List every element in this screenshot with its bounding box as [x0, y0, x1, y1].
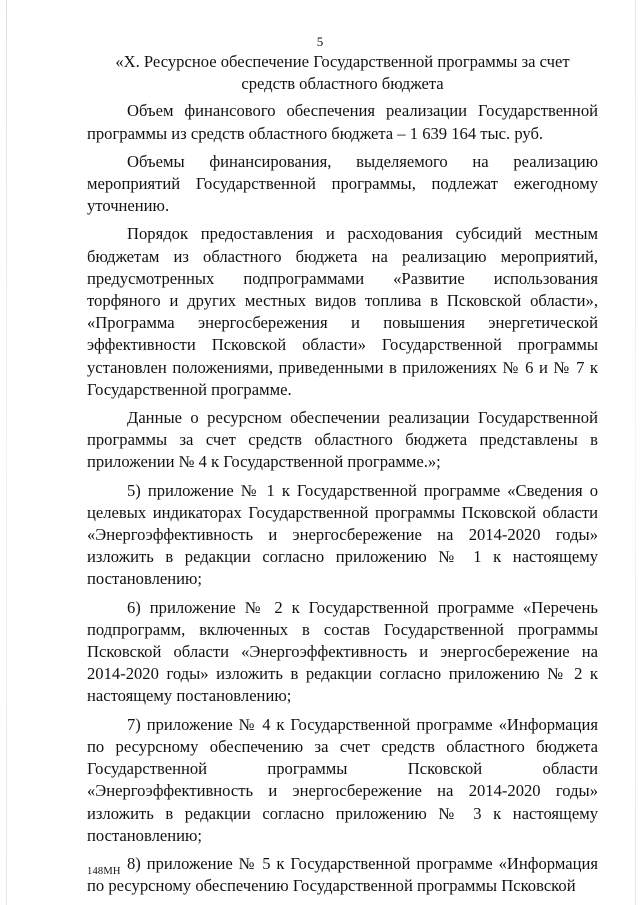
paragraph-subsidies-procedure: Порядок предоставления и расходования субсидий местным бюджетам из областного бюджета на реализацию мероприятий, предусмотренных подпрограммами «Развитие использования торфяного и других местных видов топлива в Псковской области», «Программа энергосбережения и повышения энергетической эффективности Псковской области» Государственной программы установлен положениями, приведенными в приложениях № 6 и № 7 к Государственной программе. — [87, 224, 598, 399]
scan-edge-right — [635, 0, 636, 905]
document-body — [87, 51, 598, 903]
paragraph-annual-update: Объемы финансирования, выделяемого на реализацию мероприятий Государственной программы, подлежат ежегодному уточнению. — [87, 151, 598, 216]
paragraph-item-8: 8) приложение № 5 к Государственной программе «Информация по ресурсному обеспечению Государственной программы Псковской — [87, 853, 598, 896]
paragraph-item-6: 6) приложение № 2 к Государственной программе «Перечень подпрограмм, включенных в состав Государственной программы Псковской области «Энергоэффективность и энергосбережение на 2014-2020 годы» изложить в редакции согласно приложению № 2 к настоящему постановлению; — [87, 597, 598, 706]
document-code: 148МН — [87, 866, 121, 877]
paragraph-total-funding: Объем финансового обеспечения реализации Государственной программы из средств областного бюджета – 1 639 164 тыс. руб. — [87, 101, 598, 143]
paragraph-item-7: 7) приложение № 4 к Государственной программе «Информация по ресурсному обеспечению за счет средств областного бюджета Государственной программы Псковской области «Энергоэффективность и энергосбережение на 2014-2020 годы» изложить в редакции согласно приложению № 3 к настоящему постановлению; — [87, 714, 598, 845]
paragraph-resource-data: Данные о ресурсном обеспечении реализации Государственной программы за счет средств областного бюджета представлены в приложении № 4 к Государственной программе.»; — [87, 408, 598, 472]
page-number: 5 — [316, 34, 324, 49]
scan-edge-left — [6, 0, 7, 905]
section-title: «X. Ресурсное обеспечение Государственной программы за счет средств областного бюджета — [115, 52, 570, 94]
paragraph-item-5: 5) приложение № 1 к Государственной программе «Сведения о целевых индикаторах Государственной программы Псковской области «Энергоэффективность и энергосбережение на 2014-2020 годы» изложить в редакции согласно приложению № 1 к настоящему постановлению; — [87, 480, 598, 589]
